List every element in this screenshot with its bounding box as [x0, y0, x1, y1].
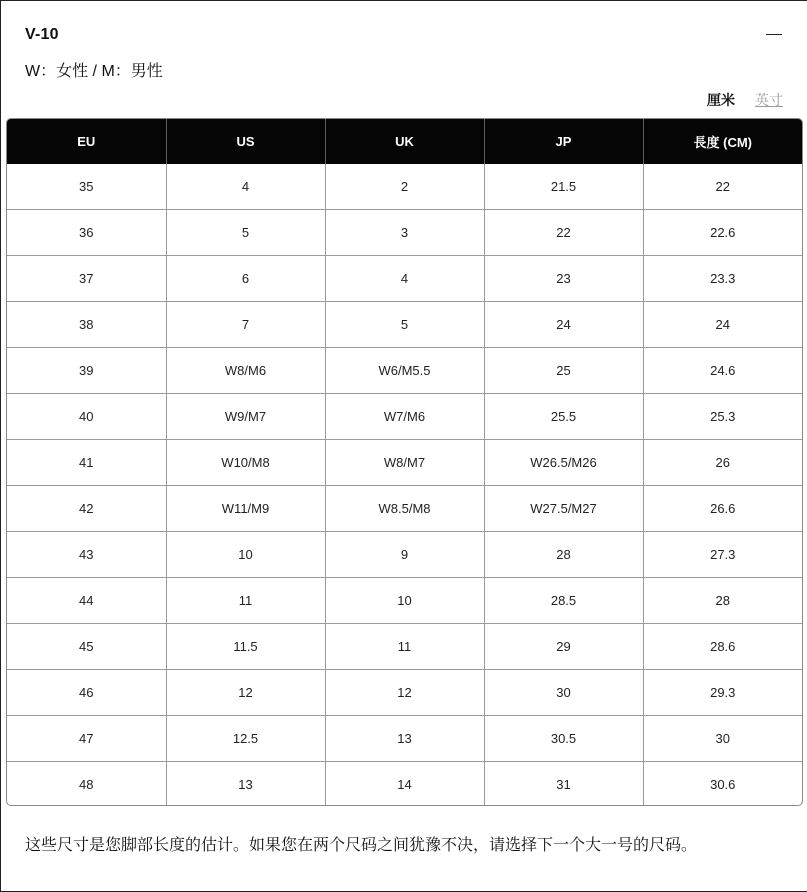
cell-jp: 28	[484, 532, 643, 578]
unit-cm-option[interactable]: 厘米	[707, 92, 735, 108]
table-row	[7, 578, 802, 624]
cell-eu: 47	[7, 716, 166, 762]
column-header-eu: EU	[7, 119, 166, 164]
cell-eu: 45	[7, 624, 166, 670]
cell-uk: W8/M7	[325, 440, 484, 486]
cell-length: 29.3	[643, 670, 802, 716]
cell-eu: 46	[7, 670, 166, 716]
cell-us: 11.5	[166, 624, 325, 670]
cell-us: W10/M8	[166, 440, 325, 486]
cell-jp: 24	[484, 302, 643, 348]
cell-jp: 31	[484, 762, 643, 807]
cell-length: 28.6	[643, 624, 802, 670]
table-row	[7, 164, 802, 210]
cell-eu: 36	[7, 210, 166, 256]
cell-us: 10	[166, 532, 325, 578]
cell-uk: 3	[325, 210, 484, 256]
cell-us: 12.5	[166, 716, 325, 762]
cell-uk: 2	[325, 164, 484, 210]
table-row	[7, 256, 802, 302]
cell-uk: 9	[325, 532, 484, 578]
size-table-header-row	[7, 119, 802, 164]
column-header-uk: UK	[325, 119, 484, 164]
cell-us: W9/M7	[166, 394, 325, 440]
cell-us: W11/M9	[166, 486, 325, 532]
cell-length: 27.3	[643, 532, 802, 578]
size-guide-header	[25, 24, 783, 46]
size-table-body	[7, 164, 802, 806]
cell-eu: 35	[7, 164, 166, 210]
size-table	[7, 119, 802, 806]
cell-uk: 14	[325, 762, 484, 807]
cell-uk: W7/M6	[325, 394, 484, 440]
cell-eu: 41	[7, 440, 166, 486]
table-row	[7, 348, 802, 394]
cell-length: 28	[643, 578, 802, 624]
cell-length: 30.6	[710, 777, 736, 792]
cell-jp: 22	[484, 210, 643, 256]
cell-jp: W26.5/M26	[484, 440, 643, 486]
column-header-us: US	[166, 119, 325, 164]
cell-jp: 21.5	[484, 164, 643, 210]
cell-eu: 40	[7, 394, 166, 440]
table-row	[7, 762, 802, 807]
cell-uk: 5	[325, 302, 484, 348]
cell-us: W8/M6	[166, 348, 325, 394]
cell-uk: 4	[325, 256, 484, 302]
minus-icon	[766, 34, 782, 35]
cell-jp: 25	[484, 348, 643, 394]
cell-uk: 12	[325, 670, 484, 716]
cell-us: 13	[166, 762, 325, 807]
cell-length: 26	[643, 440, 802, 486]
unit-inch-option[interactable]: 英寸	[755, 92, 783, 108]
table-row	[7, 716, 802, 762]
cell-length: 24	[643, 302, 802, 348]
table-row	[7, 440, 802, 486]
cell-jp: 23	[484, 256, 643, 302]
model-title: V-10	[25, 26, 59, 43]
cell-us: 11	[166, 578, 325, 624]
cell-length: 22	[643, 164, 802, 210]
cell-length: 22.6	[643, 210, 802, 256]
cell-uk: W6/M5.5	[325, 348, 484, 394]
cell-us: 7	[166, 302, 325, 348]
cell-length: 26.6	[643, 486, 802, 532]
table-row	[7, 624, 802, 670]
cell-eu: 38	[7, 302, 166, 348]
cell-us: 12	[166, 670, 325, 716]
table-row	[7, 486, 802, 532]
cell-jp: 30	[484, 670, 643, 716]
size-table-container	[6, 118, 803, 806]
cell-us: 6	[166, 256, 325, 302]
cell-uk: 13	[325, 716, 484, 762]
column-header-length: 長度 (CM)	[643, 119, 802, 164]
cell-uk: 10	[325, 578, 484, 624]
cell-jp: 25.5	[484, 394, 643, 440]
cell-uk: 11	[325, 624, 484, 670]
cell-eu: 44	[7, 578, 166, 624]
cell-us: 5	[166, 210, 325, 256]
cell-eu: 39	[7, 348, 166, 394]
cell-eu: 42	[7, 486, 166, 532]
cell-eu: 37	[7, 256, 166, 302]
cell-length: 23.3	[643, 256, 802, 302]
cell-length: 24.6	[643, 348, 802, 394]
cell-jp: 29	[484, 624, 643, 670]
table-row	[7, 302, 802, 348]
column-header-jp: JP	[484, 119, 643, 164]
table-row	[7, 394, 802, 440]
unit-toggle	[707, 89, 783, 111]
size-advice-note: 这些尺寸是您脚部长度的估计。如果您在两个尺码之间犹豫不决，请选择下一个大一号的尺码。	[25, 837, 698, 854]
cell-uk: W8.5/M8	[325, 486, 484, 532]
cell-us: 4	[166, 164, 325, 210]
cell-jp: 30.5	[484, 716, 643, 762]
gender-legend: W：女性 / M：男性	[25, 63, 163, 80]
table-row	[7, 670, 802, 716]
cell-eu: 48	[7, 762, 166, 807]
collapse-button[interactable]	[765, 27, 783, 43]
table-row	[7, 210, 802, 256]
cell-eu: 43	[7, 532, 166, 578]
table-row	[7, 532, 802, 578]
cell-jp: W27.5/M27	[484, 486, 643, 532]
cell-length: 25.3	[643, 394, 802, 440]
cell-jp: 28.5	[484, 578, 643, 624]
cell-length: 30	[643, 716, 802, 762]
